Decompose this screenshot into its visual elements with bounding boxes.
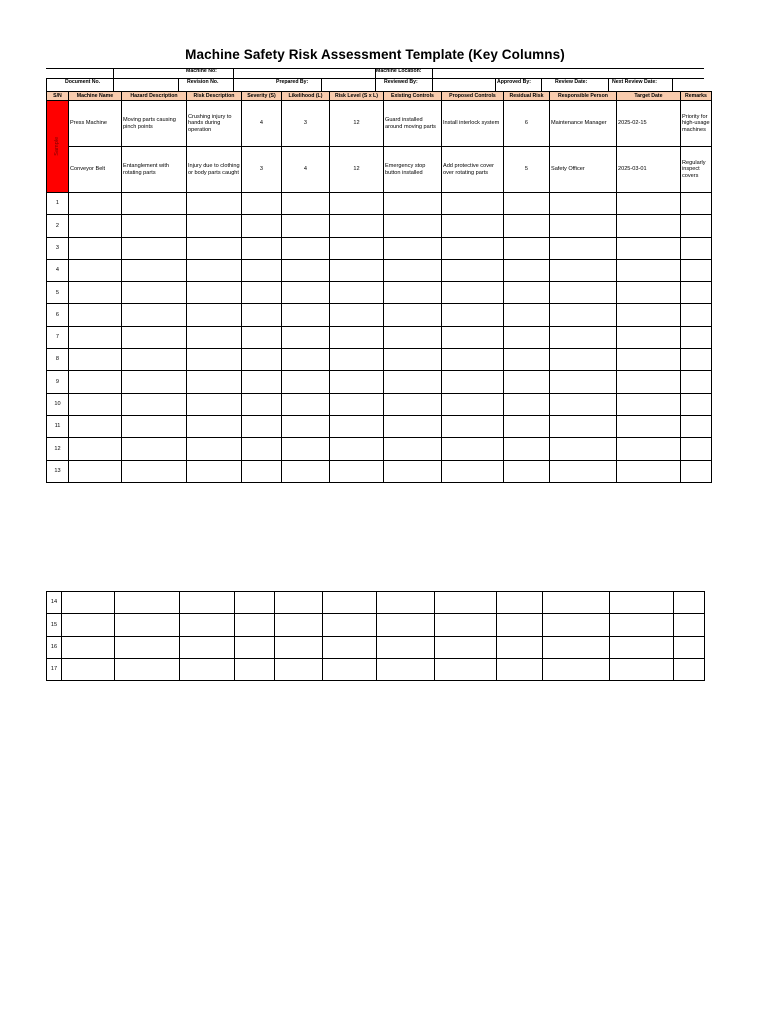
- empty-cell[interactable]: [241, 193, 281, 215]
- empty-cell[interactable]: [329, 438, 383, 460]
- empty-rows-page1: [47, 193, 712, 483]
- table-row: [47, 415, 712, 437]
- row-number: 17: [47, 658, 62, 680]
- empty-cell[interactable]: [68, 259, 121, 281]
- empty-cell[interactable]: [180, 592, 235, 614]
- col-header-residual-risk: Residual Risk: [503, 92, 549, 101]
- empty-cell[interactable]: [680, 193, 711, 215]
- empty-cell[interactable]: [281, 259, 329, 281]
- empty-cell[interactable]: [329, 326, 383, 348]
- empty-cell[interactable]: [441, 438, 503, 460]
- empty-cell[interactable]: [235, 614, 275, 636]
- empty-cell[interactable]: [186, 282, 241, 304]
- empty-cell[interactable]: [674, 614, 705, 636]
- cell-hazard-description[interactable]: Moving parts causing pinch points: [121, 101, 186, 147]
- cell-remarks[interactable]: Priority for high-usage machines: [680, 101, 711, 147]
- row-number: 10: [47, 393, 69, 415]
- empty-cell[interactable]: [121, 237, 186, 259]
- row-number: 14: [47, 592, 62, 614]
- empty-cell[interactable]: [674, 592, 705, 614]
- empty-cell[interactable]: [180, 614, 235, 636]
- empty-cell[interactable]: [235, 636, 275, 658]
- empty-cell[interactable]: [68, 415, 121, 437]
- table-row: [47, 349, 712, 371]
- empty-cell[interactable]: [329, 415, 383, 437]
- column-header-row: [47, 92, 712, 101]
- empty-cell[interactable]: [549, 237, 616, 259]
- empty-cell[interactable]: [680, 215, 711, 237]
- empty-cell[interactable]: [241, 371, 281, 393]
- empty-cell[interactable]: [503, 415, 549, 437]
- col-header-risk-description: Risk Description: [186, 92, 241, 101]
- table-row: [47, 304, 712, 326]
- empty-cell[interactable]: [616, 237, 680, 259]
- empty-cell[interactable]: [616, 415, 680, 437]
- empty-cell[interactable]: [329, 304, 383, 326]
- empty-cell[interactable]: [616, 282, 680, 304]
- empty-cell[interactable]: [543, 592, 610, 614]
- empty-cell[interactable]: [503, 304, 549, 326]
- empty-cell[interactable]: [186, 193, 241, 215]
- empty-cell[interactable]: [235, 658, 275, 680]
- empty-cell[interactable]: [68, 282, 121, 304]
- empty-cell[interactable]: [616, 326, 680, 348]
- empty-cell[interactable]: [186, 326, 241, 348]
- document-meta-header: [46, 68, 704, 92]
- empty-cell[interactable]: [329, 282, 383, 304]
- col-header-proposed-controls: Proposed Controls: [441, 92, 503, 101]
- review-date-label: Review Date:: [555, 79, 588, 85]
- empty-cell[interactable]: [281, 349, 329, 371]
- machine-location-label: Machine Location:: [376, 68, 422, 74]
- empty-cell[interactable]: [610, 614, 674, 636]
- empty-cell[interactable]: [241, 282, 281, 304]
- empty-cell[interactable]: [121, 393, 186, 415]
- table-row: [47, 259, 712, 281]
- empty-cell[interactable]: [329, 393, 383, 415]
- empty-cell[interactable]: [610, 592, 674, 614]
- empty-cell[interactable]: [281, 371, 329, 393]
- empty-cell[interactable]: [68, 326, 121, 348]
- empty-cell[interactable]: [441, 460, 503, 482]
- revision-no-label: Revision No.: [187, 79, 219, 85]
- empty-cell[interactable]: [383, 371, 441, 393]
- empty-cell[interactable]: [549, 371, 616, 393]
- empty-cell[interactable]: [281, 393, 329, 415]
- machine-no-label: Machine No:: [186, 68, 217, 74]
- cell-severity[interactable]: 4: [241, 101, 281, 147]
- document-no-label: Document No.: [65, 79, 101, 85]
- empty-cell[interactable]: [121, 371, 186, 393]
- next-review-date-label: Next Review Date:: [612, 79, 657, 85]
- empty-cell[interactable]: [383, 326, 441, 348]
- row-number: 15: [47, 614, 62, 636]
- row-number: 16: [47, 636, 62, 658]
- cell-risk-level[interactable]: 12: [329, 101, 383, 147]
- empty-cell[interactable]: [68, 438, 121, 460]
- empty-cell[interactable]: [383, 415, 441, 437]
- empty-cell[interactable]: [549, 460, 616, 482]
- empty-cell[interactable]: [383, 237, 441, 259]
- empty-cell[interactable]: [377, 658, 435, 680]
- empty-cell[interactable]: [68, 215, 121, 237]
- empty-cell[interactable]: [241, 304, 281, 326]
- table-row: [47, 215, 712, 237]
- empty-cell[interactable]: [329, 259, 383, 281]
- empty-cell[interactable]: [616, 259, 680, 281]
- empty-cell[interactable]: [680, 304, 711, 326]
- empty-cell[interactable]: [115, 614, 180, 636]
- row-number: 2: [47, 215, 69, 237]
- empty-cell[interactable]: [503, 460, 549, 482]
- empty-cell[interactable]: [503, 215, 549, 237]
- table-row: [47, 237, 712, 259]
- row-number: 1: [47, 193, 69, 215]
- table-row: [47, 193, 712, 215]
- empty-cell[interactable]: [281, 193, 329, 215]
- empty-cell[interactable]: [235, 592, 275, 614]
- empty-cell[interactable]: [616, 393, 680, 415]
- empty-cell[interactable]: [616, 193, 680, 215]
- empty-cell[interactable]: [441, 349, 503, 371]
- empty-cell[interactable]: [680, 282, 711, 304]
- col-header-target-date: Target Date: [616, 92, 680, 101]
- empty-cell[interactable]: [62, 592, 115, 614]
- empty-cell[interactable]: [383, 282, 441, 304]
- empty-cell[interactable]: [121, 460, 186, 482]
- row-number: 3: [47, 237, 69, 259]
- empty-cell[interactable]: [186, 460, 241, 482]
- empty-cell[interactable]: [616, 371, 680, 393]
- empty-cell[interactable]: [241, 438, 281, 460]
- empty-cell[interactable]: [186, 349, 241, 371]
- reviewed-by-label: Reviewed By:: [384, 79, 418, 85]
- empty-cell[interactable]: [435, 636, 497, 658]
- empty-cell[interactable]: [281, 326, 329, 348]
- empty-cell[interactable]: [329, 371, 383, 393]
- table-row: [47, 326, 712, 348]
- row-number: 5: [47, 282, 69, 304]
- empty-cell[interactable]: [435, 614, 497, 636]
- empty-cell[interactable]: [549, 415, 616, 437]
- empty-cell[interactable]: [329, 349, 383, 371]
- col-header-sn: S/N: [47, 92, 69, 101]
- empty-cell[interactable]: [383, 304, 441, 326]
- row-number: 6: [47, 304, 69, 326]
- empty-cell[interactable]: [275, 636, 323, 658]
- empty-cell[interactable]: [377, 614, 435, 636]
- empty-cell[interactable]: [503, 371, 549, 393]
- table-row: [47, 614, 705, 636]
- empty-cell[interactable]: [241, 415, 281, 437]
- empty-cell[interactable]: [68, 393, 121, 415]
- table-row: [47, 393, 712, 415]
- empty-cell[interactable]: [680, 415, 711, 437]
- empty-cell[interactable]: [383, 393, 441, 415]
- empty-cell[interactable]: [497, 592, 543, 614]
- empty-cell[interactable]: [441, 304, 503, 326]
- row-number: 12: [47, 438, 69, 460]
- empty-cell[interactable]: [680, 326, 711, 348]
- empty-cell[interactable]: [241, 349, 281, 371]
- empty-cell[interactable]: [441, 415, 503, 437]
- empty-cell[interactable]: [329, 215, 383, 237]
- empty-cell[interactable]: [549, 193, 616, 215]
- empty-cell[interactable]: [180, 658, 235, 680]
- empty-cell[interactable]: [323, 592, 377, 614]
- empty-cell[interactable]: [329, 193, 383, 215]
- empty-cell[interactable]: [680, 438, 711, 460]
- empty-cell[interactable]: [549, 326, 616, 348]
- empty-cell[interactable]: [62, 658, 115, 680]
- empty-cell[interactable]: [503, 259, 549, 281]
- empty-cell[interactable]: [241, 393, 281, 415]
- empty-cell[interactable]: [377, 592, 435, 614]
- empty-cell[interactable]: [329, 237, 383, 259]
- table-row: [47, 371, 712, 393]
- cell-machine-name[interactable]: Conveyor Belt: [68, 147, 121, 193]
- empty-cell[interactable]: [186, 371, 241, 393]
- col-header-responsible-person: Responsible Person: [549, 92, 616, 101]
- risk-assessment-table: [46, 91, 712, 483]
- empty-cell[interactable]: [680, 393, 711, 415]
- empty-cell[interactable]: [503, 193, 549, 215]
- empty-cell[interactable]: [383, 438, 441, 460]
- empty-cell[interactable]: [383, 259, 441, 281]
- empty-cell[interactable]: [680, 237, 711, 259]
- document-title: Machine Safety Risk Assessment Template (Key Columns): [185, 47, 565, 62]
- empty-cell[interactable]: [121, 438, 186, 460]
- empty-cell[interactable]: [441, 215, 503, 237]
- empty-cell[interactable]: [441, 259, 503, 281]
- empty-cell[interactable]: [616, 304, 680, 326]
- table-row: [47, 460, 712, 482]
- empty-cell[interactable]: [241, 326, 281, 348]
- sample-marker: Sample: [47, 101, 69, 193]
- empty-cell[interactable]: [68, 193, 121, 215]
- cell-risk-description[interactable]: Crushing injury to hands during operation: [186, 101, 241, 147]
- cell-risk-level[interactable]: 12: [329, 147, 383, 193]
- row-number: 9: [47, 371, 69, 393]
- col-header-existing-controls: Existing Controls: [383, 92, 441, 101]
- empty-cell[interactable]: [323, 636, 377, 658]
- row-number: 8: [47, 349, 69, 371]
- cell-hazard-description[interactable]: Entanglement with rotating parts: [121, 147, 186, 193]
- empty-rows-page2: [47, 592, 705, 681]
- empty-cell[interactable]: [674, 636, 705, 658]
- empty-cell[interactable]: [68, 371, 121, 393]
- empty-cell[interactable]: [680, 460, 711, 482]
- empty-cell[interactable]: [281, 282, 329, 304]
- empty-cell[interactable]: [616, 349, 680, 371]
- cell-proposed-controls[interactable]: Add protective cover over rotating parts: [441, 147, 503, 193]
- empty-cell[interactable]: [186, 215, 241, 237]
- empty-cell[interactable]: [441, 326, 503, 348]
- empty-cell[interactable]: [186, 393, 241, 415]
- empty-cell[interactable]: [674, 658, 705, 680]
- empty-cell[interactable]: [121, 193, 186, 215]
- table-row: [47, 438, 712, 460]
- empty-cell[interactable]: [497, 658, 543, 680]
- empty-cell[interactable]: [503, 393, 549, 415]
- cell-remarks[interactable]: Regularly inspect covers: [680, 147, 711, 193]
- empty-cell[interactable]: [241, 259, 281, 281]
- empty-cell[interactable]: [549, 282, 616, 304]
- cell-risk-description[interactable]: Injury due to clothing or body parts caught: [186, 147, 241, 193]
- empty-cell[interactable]: [497, 614, 543, 636]
- risk-assessment-table-continued: [46, 591, 705, 681]
- empty-cell[interactable]: [497, 636, 543, 658]
- empty-cell[interactable]: [68, 237, 121, 259]
- empty-cell[interactable]: [186, 259, 241, 281]
- empty-cell[interactable]: [121, 282, 186, 304]
- empty-cell[interactable]: [503, 282, 549, 304]
- empty-cell[interactable]: [616, 460, 680, 482]
- empty-cell[interactable]: [241, 215, 281, 237]
- cell-likelihood[interactable]: 4: [281, 147, 329, 193]
- example-row: [47, 101, 712, 147]
- cell-existing-controls[interactable]: Emergency stop button installed: [383, 147, 441, 193]
- empty-cell[interactable]: [121, 349, 186, 371]
- row-number: 11: [47, 415, 69, 437]
- empty-cell[interactable]: [281, 237, 329, 259]
- cell-residual-risk[interactable]: 6: [503, 101, 549, 147]
- empty-cell[interactable]: [383, 349, 441, 371]
- row-number: 13: [47, 460, 69, 482]
- empty-cell[interactable]: [281, 460, 329, 482]
- empty-cell[interactable]: [503, 349, 549, 371]
- empty-cell[interactable]: [323, 614, 377, 636]
- empty-cell[interactable]: [62, 614, 115, 636]
- empty-cell[interactable]: [323, 658, 377, 680]
- approved-by-label: Approved By:: [497, 79, 532, 85]
- empty-cell[interactable]: [543, 636, 610, 658]
- cell-severity[interactable]: 3: [241, 147, 281, 193]
- cell-responsible-person[interactable]: Safety Officer: [549, 147, 616, 193]
- col-header-severity: Severity (S): [241, 92, 281, 101]
- empty-cell[interactable]: [186, 438, 241, 460]
- empty-cell[interactable]: [281, 415, 329, 437]
- empty-cell[interactable]: [115, 658, 180, 680]
- empty-cell[interactable]: [503, 438, 549, 460]
- empty-cell[interactable]: [121, 259, 186, 281]
- empty-cell[interactable]: [275, 592, 323, 614]
- table-row: [47, 592, 705, 614]
- empty-cell[interactable]: [121, 215, 186, 237]
- col-header-risk-level: Risk Level (S x L): [329, 92, 383, 101]
- cell-target-date[interactable]: 2025-03-01: [616, 147, 680, 193]
- empty-cell[interactable]: [616, 215, 680, 237]
- empty-cell[interactable]: [329, 460, 383, 482]
- empty-cell[interactable]: [441, 282, 503, 304]
- empty-cell[interactable]: [241, 237, 281, 259]
- empty-cell[interactable]: [377, 636, 435, 658]
- empty-cell[interactable]: [441, 371, 503, 393]
- empty-cell[interactable]: [435, 658, 497, 680]
- empty-cell[interactable]: [275, 658, 323, 680]
- empty-cell[interactable]: [680, 349, 711, 371]
- empty-cell[interactable]: [549, 215, 616, 237]
- empty-cell[interactable]: [543, 614, 610, 636]
- empty-cell[interactable]: [186, 415, 241, 437]
- empty-cell[interactable]: [121, 304, 186, 326]
- cell-proposed-controls[interactable]: Install interlock system: [441, 101, 503, 147]
- empty-cell[interactable]: [383, 215, 441, 237]
- empty-cell[interactable]: [616, 438, 680, 460]
- empty-cell[interactable]: [503, 237, 549, 259]
- empty-cell[interactable]: [121, 415, 186, 437]
- empty-cell[interactable]: [549, 393, 616, 415]
- col-header-remarks: Remarks: [680, 92, 711, 101]
- empty-cell[interactable]: [441, 237, 503, 259]
- empty-cell[interactable]: [383, 460, 441, 482]
- col-header-likelihood: Likelihood (L): [281, 92, 329, 101]
- empty-cell[interactable]: [281, 304, 329, 326]
- cell-target-date[interactable]: 2025-02-15: [616, 101, 680, 147]
- empty-cell[interactable]: [68, 349, 121, 371]
- cell-likelihood[interactable]: 3: [281, 101, 329, 147]
- table-row: [47, 636, 705, 658]
- empty-cell[interactable]: [241, 460, 281, 482]
- empty-cell[interactable]: [543, 658, 610, 680]
- example-row: [47, 147, 712, 193]
- empty-cell[interactable]: [281, 438, 329, 460]
- empty-cell[interactable]: [549, 438, 616, 460]
- empty-cell[interactable]: [115, 592, 180, 614]
- empty-cell[interactable]: [503, 326, 549, 348]
- empty-cell[interactable]: [549, 304, 616, 326]
- empty-cell[interactable]: [62, 636, 115, 658]
- empty-cell[interactable]: [435, 592, 497, 614]
- empty-cell[interactable]: [680, 371, 711, 393]
- col-header-hazard-description: Hazard Description: [121, 92, 186, 101]
- empty-cell[interactable]: [68, 304, 121, 326]
- empty-cell[interactable]: [281, 215, 329, 237]
- empty-cell[interactable]: [680, 259, 711, 281]
- prepared-by-label: Prepared By:: [276, 79, 309, 85]
- row-number: 7: [47, 326, 69, 348]
- row-number: 4: [47, 259, 69, 281]
- cell-responsible-person[interactable]: Maintenance Manager: [549, 101, 616, 147]
- cell-existing-controls[interactable]: Guard installed around moving parts: [383, 101, 441, 147]
- empty-cell[interactable]: [549, 259, 616, 281]
- empty-cell[interactable]: [121, 326, 186, 348]
- table-row: [47, 658, 705, 680]
- empty-cell[interactable]: [115, 636, 180, 658]
- empty-cell[interactable]: [610, 658, 674, 680]
- table-row: [47, 282, 712, 304]
- empty-cell[interactable]: [383, 193, 441, 215]
- empty-cell[interactable]: [186, 237, 241, 259]
- cell-machine-name[interactable]: Press Machine: [68, 101, 121, 147]
- empty-cell[interactable]: [186, 304, 241, 326]
- cell-residual-risk[interactable]: 5: [503, 147, 549, 193]
- empty-cell[interactable]: [441, 193, 503, 215]
- empty-cell[interactable]: [180, 636, 235, 658]
- empty-cell[interactable]: [610, 636, 674, 658]
- empty-cell[interactable]: [549, 349, 616, 371]
- col-header-machine-name: Machine Name: [68, 92, 121, 101]
- empty-cell[interactable]: [441, 393, 503, 415]
- empty-cell[interactable]: [68, 460, 121, 482]
- empty-cell[interactable]: [275, 614, 323, 636]
